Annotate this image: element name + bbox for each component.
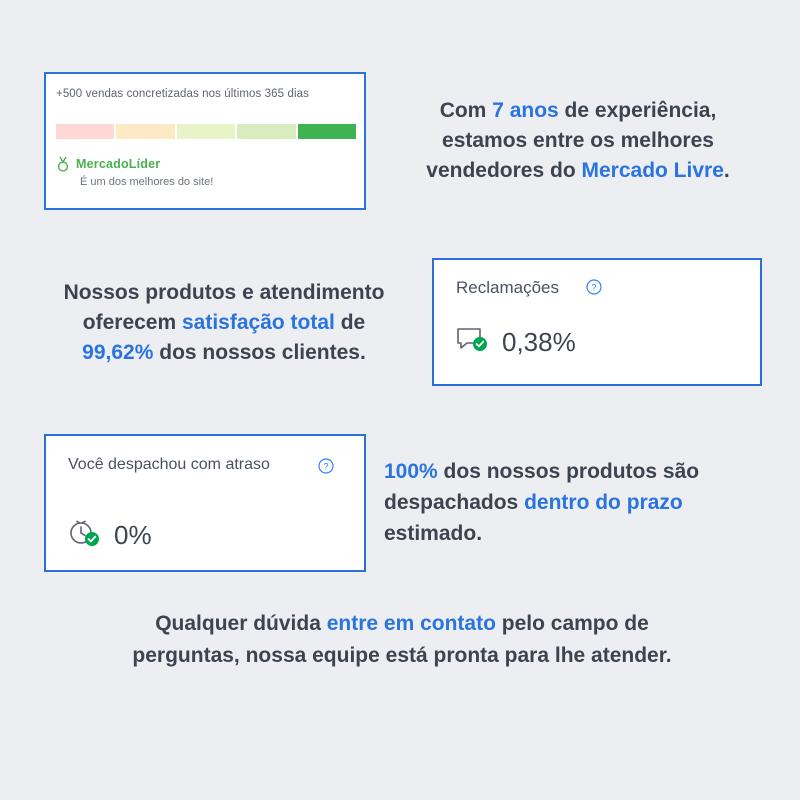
- satisfaction-highlight: satisfação total: [181, 311, 335, 334]
- help-circle-icon[interactable]: [318, 458, 334, 479]
- svg-text:?: ?: [323, 461, 329, 472]
- shipping-highlight: dentro do prazo: [524, 491, 683, 514]
- experience-highlight-years: 7 anos: [492, 99, 559, 122]
- shipping-line-1: 100% dos nossos produtos são: [384, 460, 700, 483]
- experience-line-1: Com 7 anos de experiência,: [439, 99, 717, 122]
- contact-highlight: entre em contato: [326, 612, 496, 635]
- svg-text:?: ?: [591, 282, 597, 293]
- experience-text: [376, 96, 780, 186]
- experience-highlight-marketplace: Mercado Livre: [581, 159, 724, 182]
- shipping-text: [384, 456, 776, 549]
- despacho-title: Você despachou com atraso: [68, 456, 270, 473]
- satisfaction-percent: 99,62%: [82, 341, 154, 364]
- thermometer-segment-3: [177, 124, 235, 139]
- contact-line-1: Qualquer dúvida entre em contato pelo campo de: [155, 612, 649, 635]
- thermometer-segment-5: [298, 124, 356, 139]
- satisfaction-line-1: Nossos produtos e atendimento: [63, 281, 385, 304]
- thermometer-segment-2: [116, 124, 174, 139]
- reclamacoes-title: Reclamações: [456, 278, 559, 297]
- despacho-value: 0%: [114, 520, 152, 550]
- thermometer-segment-1: [56, 124, 114, 139]
- reputation-thermometer: [56, 124, 356, 139]
- clock-check-icon: [68, 518, 102, 553]
- lider-subtitle: É um dos melhores do site!: [80, 176, 214, 188]
- contact-line-2: perguntas, nossa equipe está pronta para lhe atender.: [132, 644, 672, 667]
- despacho-metric-row: [68, 518, 152, 553]
- satisfaction-line-2: oferecem satisfação total de: [82, 311, 366, 334]
- mercado-lider-card: [44, 72, 366, 210]
- shipping-line-3: estimado.: [384, 522, 483, 545]
- thermometer-segment-4: [237, 124, 295, 139]
- experience-line-3: vendedores do Mercado Livre.: [426, 159, 730, 182]
- despacho-card: [44, 434, 366, 572]
- satisfaction-text: [22, 278, 426, 368]
- shipping-percent: 100%: [384, 460, 438, 483]
- shipping-line-2: despachados dentro do prazo: [384, 491, 683, 514]
- experience-line-2: estamos entre os melhores: [442, 129, 714, 152]
- lider-caption: +500 vendas concretizadas nos últimos 365 dias: [56, 88, 309, 100]
- reclamacoes-value: 0,38%: [502, 327, 576, 357]
- reclamacoes-card: [432, 258, 762, 386]
- contact-text: [60, 608, 744, 672]
- lider-status-row: [56, 156, 160, 172]
- lider-name: MercadoLíder: [76, 157, 161, 171]
- chat-check-icon: [456, 326, 490, 359]
- medal-icon: [56, 156, 70, 172]
- help-circle-icon[interactable]: [586, 279, 602, 300]
- satisfaction-line-3: 99,62% dos nossos clientes.: [82, 341, 366, 364]
- reclamacoes-metric-row: [456, 326, 576, 359]
